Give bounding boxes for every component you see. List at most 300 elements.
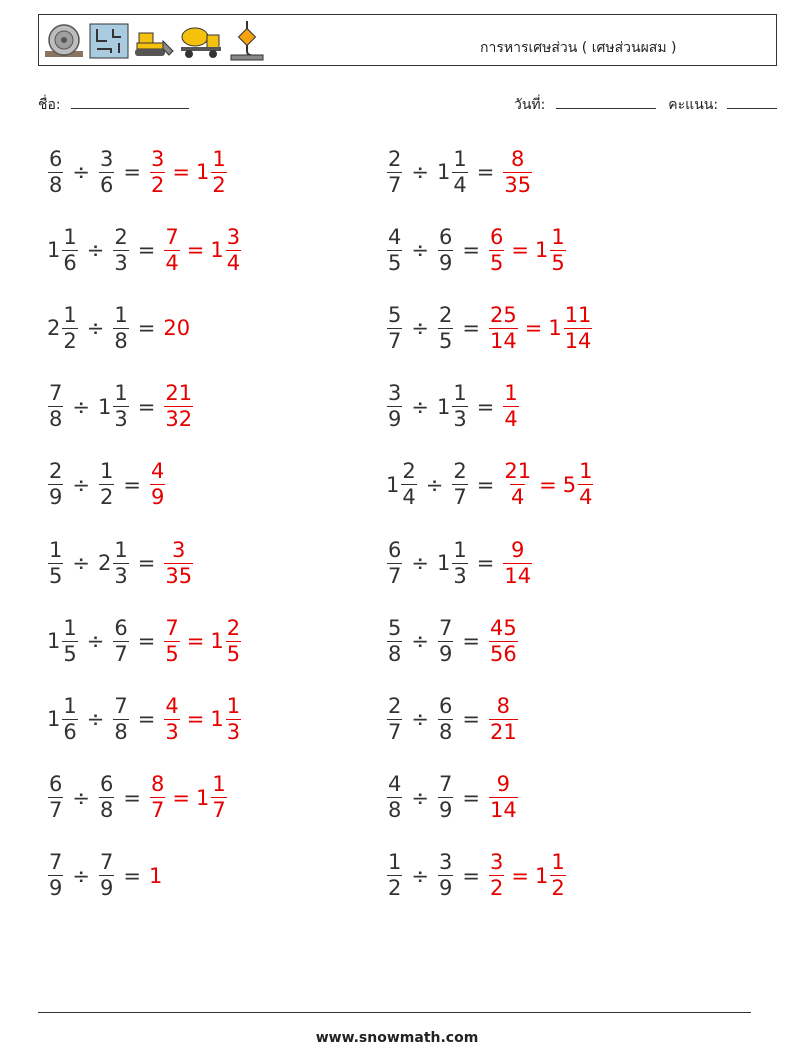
denominator: 3 [114, 407, 128, 432]
numerator: 1 [551, 224, 565, 249]
whole-number: 1 [534, 238, 549, 263]
whole-number: 5 [562, 472, 577, 497]
denominator: 5 [226, 641, 241, 666]
numerator: 1 [212, 772, 226, 797]
denominator: 7 [388, 719, 402, 744]
numerator: 7 [438, 772, 453, 797]
problem-item [47, 689, 242, 749]
divide-sign: ÷ [411, 394, 429, 419]
numerator: 5 [388, 615, 402, 640]
numerator: 6 [49, 772, 63, 797]
answer-fraction [488, 615, 519, 666]
numerator: 6 [99, 772, 114, 797]
whole-number: 1 [210, 707, 224, 732]
equals-sign: = [476, 551, 495, 575]
numerator: 25 [489, 302, 517, 327]
denominator: 5 [63, 641, 77, 666]
divide-sign: ÷ [86, 707, 105, 732]
dividend [386, 852, 403, 899]
whole-number: 1 [47, 629, 61, 654]
whole-number: 1 [386, 472, 400, 497]
fraction [438, 302, 453, 353]
numerator: 7 [165, 615, 179, 640]
denominator: 35 [165, 563, 193, 588]
denominator: 2 [212, 172, 226, 197]
numerator: 3 [172, 537, 186, 562]
fraction [387, 302, 402, 353]
dividend [47, 852, 64, 899]
answer-whole: 20 [163, 316, 191, 341]
denominator: 4 [504, 407, 518, 432]
equals-sign: = [137, 316, 156, 341]
denominator: 7 [388, 172, 402, 197]
fraction [503, 537, 532, 588]
worksheet-title: การหารเศษส่วน ( เศษส่วนผสม ) [480, 40, 677, 56]
fraction [387, 774, 402, 821]
numerator: 21 [504, 459, 532, 484]
numerator: 1 [63, 615, 77, 640]
equals-sign: = [524, 316, 543, 341]
divide-sign: ÷ [86, 629, 105, 654]
denominator: 3 [453, 407, 467, 432]
equals-sign: = [462, 863, 480, 888]
divide-sign: ÷ [411, 238, 429, 263]
problem-item [386, 142, 533, 202]
whole-number: 1 [195, 785, 210, 810]
denominator: 7 [150, 798, 165, 823]
fraction [438, 852, 453, 899]
answer-mixed-number [195, 146, 228, 197]
problem-item [47, 533, 194, 593]
answer-fraction [502, 146, 533, 197]
name-blank [71, 94, 189, 109]
numerator: 3 [150, 146, 165, 171]
equals-sign: = [137, 394, 156, 419]
numerator: 6 [114, 615, 128, 640]
numerator: 21 [165, 381, 193, 406]
numerator: 7 [165, 224, 179, 249]
name-label: ชื่อ: [38, 97, 61, 113]
answer-mixed-number [210, 224, 242, 275]
denominator: 5 [438, 328, 453, 353]
whole-number: 1 [195, 160, 210, 184]
whole-number: 2 [97, 551, 112, 575]
divisor [112, 693, 129, 744]
denominator: 4 [511, 485, 525, 510]
denominator: 2 [99, 485, 114, 510]
denominator: 6 [63, 250, 77, 275]
divisor [98, 774, 115, 821]
problem-item [47, 220, 242, 280]
divisor [437, 852, 454, 899]
fraction [62, 224, 77, 275]
equals-sign: = [476, 472, 495, 497]
divide-sign: ÷ [411, 707, 429, 732]
denominator: 5 [551, 250, 565, 275]
fraction [226, 693, 241, 744]
bulldozer-icon [133, 23, 175, 59]
divide-sign: ÷ [72, 863, 90, 888]
numerator: 3 [388, 381, 402, 406]
fraction [62, 693, 77, 744]
answer-mixed-number [535, 852, 567, 899]
fraction [452, 383, 467, 430]
fraction [164, 615, 179, 666]
denominator: 7 [388, 328, 402, 353]
numerator: 2 [402, 459, 416, 484]
fraction [438, 224, 453, 275]
denominator: 7 [49, 798, 63, 823]
denominator: 6 [63, 719, 77, 744]
divisor [437, 693, 454, 744]
denominator: 4 [226, 250, 241, 275]
denominator: 4 [579, 485, 593, 510]
answer-mixed-number [563, 461, 595, 508]
denominator: 5 [489, 250, 504, 275]
fraction [387, 224, 402, 275]
divide-sign: ÷ [72, 160, 90, 184]
crane-hook-icon [227, 21, 267, 61]
divisor [112, 302, 129, 353]
numerator: 1 [63, 693, 77, 718]
problem-item [386, 846, 567, 906]
problem-item [386, 611, 519, 671]
problem-item [47, 768, 228, 828]
equals-sign: = [462, 316, 480, 341]
equals-sign: = [123, 785, 141, 810]
denominator: 4 [402, 485, 416, 510]
problem-item [386, 298, 593, 358]
fraction [211, 146, 226, 197]
name-field [38, 94, 189, 116]
dividend [47, 461, 64, 508]
divide-sign: ÷ [411, 160, 429, 184]
problem-item [386, 689, 519, 749]
equals-sign: = [137, 629, 156, 654]
equals-sign: = [462, 785, 480, 810]
denominator: 2 [150, 172, 165, 197]
fraction [401, 461, 416, 508]
numerator: 1 [453, 381, 467, 406]
answer-mixed-number [534, 224, 567, 275]
denominator: 7 [114, 641, 128, 666]
denominator: 2 [388, 876, 402, 901]
denominator: 32 [165, 407, 193, 432]
whole-number: 1 [210, 238, 224, 263]
fraction [99, 146, 114, 197]
answer-fraction [149, 774, 166, 821]
numerator: 1 [114, 302, 128, 327]
numerator: 8 [150, 772, 165, 797]
answer-whole: 1 [148, 863, 163, 888]
numerator: 45 [489, 615, 517, 640]
denominator: 56 [489, 641, 517, 666]
denominator: 5 [165, 641, 179, 666]
fraction [99, 852, 114, 899]
fraction [452, 146, 467, 197]
equals-sign: = [462, 238, 480, 263]
numerator: 3 [99, 146, 114, 171]
fraction [489, 774, 518, 821]
answer-fraction [488, 302, 519, 353]
divisor [437, 302, 454, 353]
equals-sign: = [123, 160, 141, 184]
divide-sign: ÷ [86, 316, 105, 341]
numerator: 1 [388, 850, 402, 875]
fraction [99, 774, 114, 821]
equals-sign: = [462, 629, 480, 654]
denominator: 6 [99, 172, 114, 197]
equals-sign: = [186, 629, 205, 654]
numerator: 1 [226, 693, 241, 718]
fraction [578, 461, 593, 508]
denominator: 8 [49, 172, 63, 197]
numerator: 7 [438, 615, 453, 640]
divide-sign: ÷ [72, 394, 90, 419]
worksheet-header [38, 14, 777, 66]
fraction [489, 302, 518, 353]
denominator: 8 [99, 798, 114, 823]
concrete-mixer-icon [179, 23, 223, 59]
denominator: 5 [388, 250, 402, 275]
equals-sign: = [123, 472, 141, 497]
divisor [437, 224, 454, 275]
equals-sign: = [137, 707, 156, 732]
divisor [98, 383, 130, 430]
denominator: 14 [489, 328, 517, 353]
footer-url: www.snowmath.com [315, 1030, 479, 1046]
fraction [438, 774, 453, 821]
numerator: 7 [99, 850, 114, 875]
fraction [452, 461, 467, 508]
dividend [47, 615, 79, 666]
whole-number: 1 [548, 316, 562, 341]
fraction [550, 852, 565, 899]
fraction [48, 774, 63, 821]
fraction [438, 693, 453, 744]
divide-sign: ÷ [425, 472, 444, 497]
fraction [387, 383, 402, 430]
fraction [387, 693, 402, 744]
denominator: 9 [49, 485, 63, 510]
problem-item [386, 533, 533, 593]
whole-number: 1 [534, 863, 549, 888]
divide-sign: ÷ [411, 785, 429, 810]
numerator: 1 [114, 381, 128, 406]
denominator: 5 [49, 563, 63, 588]
divisor [436, 146, 469, 197]
fraction [211, 774, 226, 821]
dividend [386, 615, 403, 666]
answer-fraction [488, 224, 505, 275]
fraction [48, 852, 63, 899]
fraction [489, 852, 504, 899]
fraction [452, 537, 467, 588]
denominator: 7 [388, 563, 402, 588]
denominator: 14 [504, 563, 532, 588]
denominator: 35 [504, 172, 532, 197]
numerator: 2 [114, 224, 128, 249]
denominator: 9 [49, 876, 63, 901]
score-label: คะแนน: [668, 97, 719, 113]
problem-item [47, 846, 162, 906]
whole-number: 1 [47, 707, 61, 732]
date-score-fields [514, 94, 777, 116]
answer-fraction [502, 537, 533, 588]
answer-fraction [488, 774, 519, 821]
fraction [48, 537, 63, 588]
numerator: 3 [438, 850, 453, 875]
divide-sign: ÷ [411, 316, 429, 341]
problem-item [386, 768, 519, 828]
whole-number: 1 [97, 394, 112, 419]
fraction [387, 615, 402, 666]
whole-number: 1 [436, 551, 451, 575]
fraction [113, 693, 128, 744]
saw-blade-icon [43, 23, 85, 59]
divide-sign: ÷ [72, 785, 90, 810]
denominator: 21 [489, 719, 517, 744]
denominator: 2 [489, 876, 504, 901]
fraction [164, 693, 179, 744]
fraction [387, 852, 402, 899]
equals-sign: = [172, 160, 190, 184]
problem-item [47, 142, 228, 202]
fraction [113, 383, 128, 430]
answer-fraction [163, 537, 194, 588]
divisor [451, 461, 468, 508]
problem-item [386, 220, 567, 280]
numerator: 1 [212, 146, 226, 171]
whole-number: 1 [47, 238, 61, 263]
denominator: 2 [551, 876, 565, 901]
dividend [47, 146, 64, 197]
maze-icon [89, 23, 129, 59]
numerator: 6 [489, 224, 504, 249]
fraction [113, 537, 128, 588]
fraction [489, 693, 518, 744]
answer-fraction [502, 383, 519, 430]
problem-item [47, 455, 166, 515]
fraction [48, 383, 63, 430]
numerator: 6 [49, 146, 63, 171]
denominator: 14 [564, 328, 592, 353]
divisor [112, 224, 129, 275]
numerator: 1 [99, 459, 114, 484]
answer-fraction [163, 693, 180, 744]
divisor [98, 852, 115, 899]
denominator: 8 [388, 798, 402, 823]
numerator: 8 [496, 693, 511, 718]
denominator: 4 [453, 172, 467, 197]
fraction [387, 146, 402, 197]
problem-item [386, 377, 520, 437]
divisor [437, 383, 469, 430]
answer-fraction [163, 615, 180, 666]
numerator: 1 [114, 537, 128, 562]
dividend [47, 774, 64, 821]
numerator: 6 [388, 537, 402, 562]
equals-sign: = [511, 863, 529, 888]
denominator: 9 [438, 798, 453, 823]
numerator: 2 [388, 693, 402, 718]
answer-fraction [163, 224, 180, 275]
numerator: 6 [438, 693, 453, 718]
divisor [437, 615, 454, 666]
answer-fraction [502, 461, 533, 508]
fraction [226, 615, 241, 666]
divisor [98, 146, 115, 197]
divisor [98, 461, 115, 508]
denominator: 3 [114, 563, 128, 588]
denominator: 9 [438, 250, 453, 275]
numerator: 1 [453, 537, 467, 562]
numerator: 4 [150, 459, 165, 484]
divisor [437, 774, 454, 821]
equals-sign: = [186, 238, 205, 263]
answer-mixed-number [210, 615, 242, 666]
dividend [47, 224, 79, 275]
problem-item [47, 377, 194, 437]
equals-sign: = [462, 707, 480, 732]
numerator: 1 [504, 381, 518, 406]
denominator: 9 [438, 876, 453, 901]
answer-mixed-number [210, 693, 242, 744]
equals-sign: = [511, 238, 529, 263]
fraction [503, 383, 518, 430]
answer-fraction [488, 852, 505, 899]
fraction [164, 537, 193, 588]
header-icons [43, 21, 267, 61]
numerator: 4 [165, 693, 179, 718]
denominator: 8 [438, 719, 453, 744]
denominator: 9 [388, 407, 402, 432]
fraction [62, 302, 77, 353]
answer-fraction [163, 383, 194, 430]
footer-divider [38, 1012, 751, 1013]
divisor [97, 537, 130, 588]
denominator: 3 [453, 563, 467, 588]
numerator: 1 [63, 224, 77, 249]
equals-sign: = [476, 394, 495, 419]
numerator: 3 [489, 850, 504, 875]
date-blank [556, 94, 656, 109]
denominator: 8 [114, 719, 128, 744]
fraction [564, 302, 593, 353]
dividend [386, 383, 403, 430]
numerator: 11 [564, 302, 592, 327]
numerator: 9 [511, 537, 525, 562]
numerator: 3 [226, 224, 241, 249]
fraction [387, 537, 402, 588]
answer-mixed-number [196, 774, 228, 821]
fraction [489, 224, 504, 275]
dividend [386, 461, 418, 508]
numerator: 7 [49, 850, 63, 875]
divide-sign: ÷ [411, 551, 429, 575]
answer-fraction [149, 146, 166, 197]
fraction [164, 383, 193, 430]
fraction [150, 774, 165, 821]
fraction [62, 615, 77, 666]
fraction [113, 302, 128, 353]
denominator: 2 [63, 328, 77, 353]
numerator: 1 [453, 146, 467, 171]
dividend [386, 146, 403, 197]
fraction [99, 461, 114, 508]
numerator: 6 [438, 224, 453, 249]
dividend [47, 693, 79, 744]
